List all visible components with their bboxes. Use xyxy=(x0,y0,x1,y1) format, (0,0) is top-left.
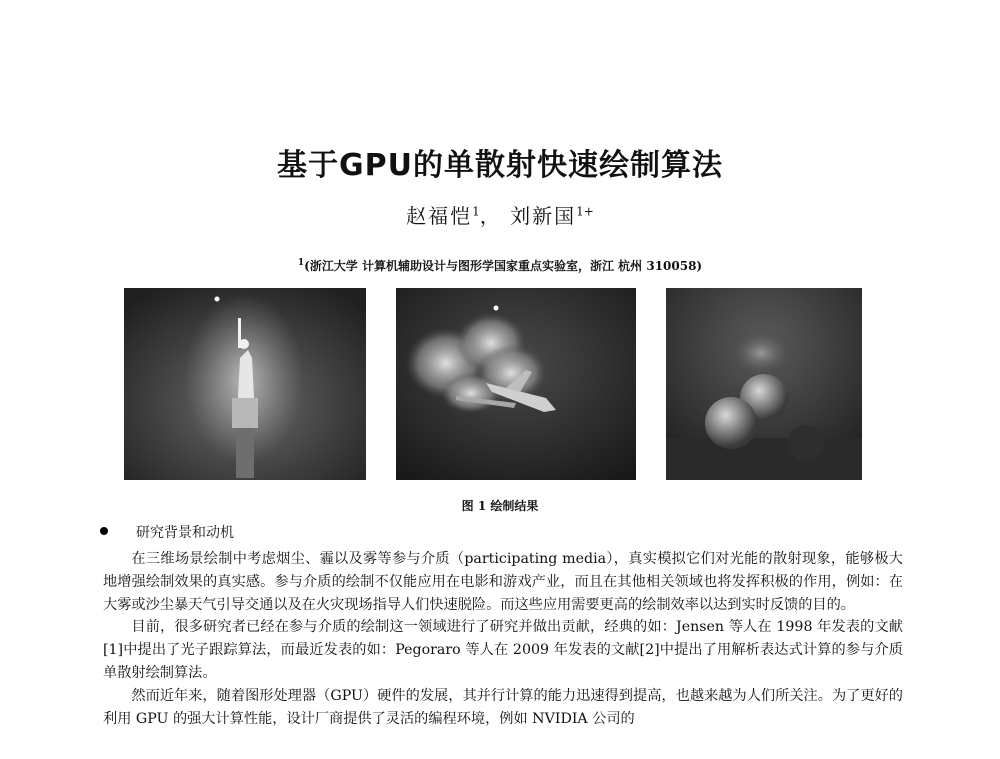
statue-of-liberty-render xyxy=(124,288,366,480)
author-separator: ， xyxy=(479,204,502,228)
section-heading xyxy=(100,522,234,542)
author-line xyxy=(0,200,1000,229)
author-name: 刘新国 xyxy=(510,204,577,228)
affiliation-mark: 1 xyxy=(297,258,305,268)
paragraph: 然而近年来，随着图形处理器（GPU）硬件的发展，其并行计算的能力迅速得到提高，也越来越为人们所关注。为了更好的利用 GPU 的强大计算性能，设计厂商提供了灵活的编程环境，例如 NVIDIA 公司的 xyxy=(103,687,903,727)
paragraph: 在三维场景绘制中考虑烟尘、霾以及雾等参与介质（participating media），真实模拟它们对光能的散射现象，能够极大地增强绘制效果的真实感。参与介质的绘制不仅能应用在电影和游戏产业，而且在其他相关领域也将发挥积极的作用，例如：在大雾或沙尘暴天气引导交通以及在火灾现场指导人们快速脱险。而这些应用需要更高的绘制效率以达到实时反馈的目的。 xyxy=(103,551,903,613)
figure-caption: 图 1 绘制结果 xyxy=(461,499,539,513)
bullet-icon xyxy=(100,527,108,535)
spheres-render xyxy=(666,288,862,480)
paragraph: 目前，很多研究者已经在参与介质的绘制这一领域进行了研究并做出贡献，经典的如：Jensen 等人在 1998 年发表的文献[1]中提出了光子跟踪算法，而最近发表的如：Pegoraro 等人在 2009 年发表的文献[2]中提出了用解析表达式计算的参与介质单散射绘制算法。 xyxy=(103,619,903,681)
paper-title: 基于GPU的单散射快速绘制算法 xyxy=(277,148,723,183)
section-heading-text: 研究背景和动机 xyxy=(136,525,234,541)
smoke-and-airplane-render xyxy=(396,288,636,480)
affiliation-text: (浙江大学 计算机辅助设计与图形学国家重点实验室，浙江 杭州 310058) xyxy=(304,259,703,273)
author-name: 赵福恺 xyxy=(406,204,473,228)
author-mark: 1 xyxy=(472,204,480,219)
body-text xyxy=(103,548,903,730)
affiliation xyxy=(0,257,1000,274)
author-mark: 1+ xyxy=(576,204,594,219)
